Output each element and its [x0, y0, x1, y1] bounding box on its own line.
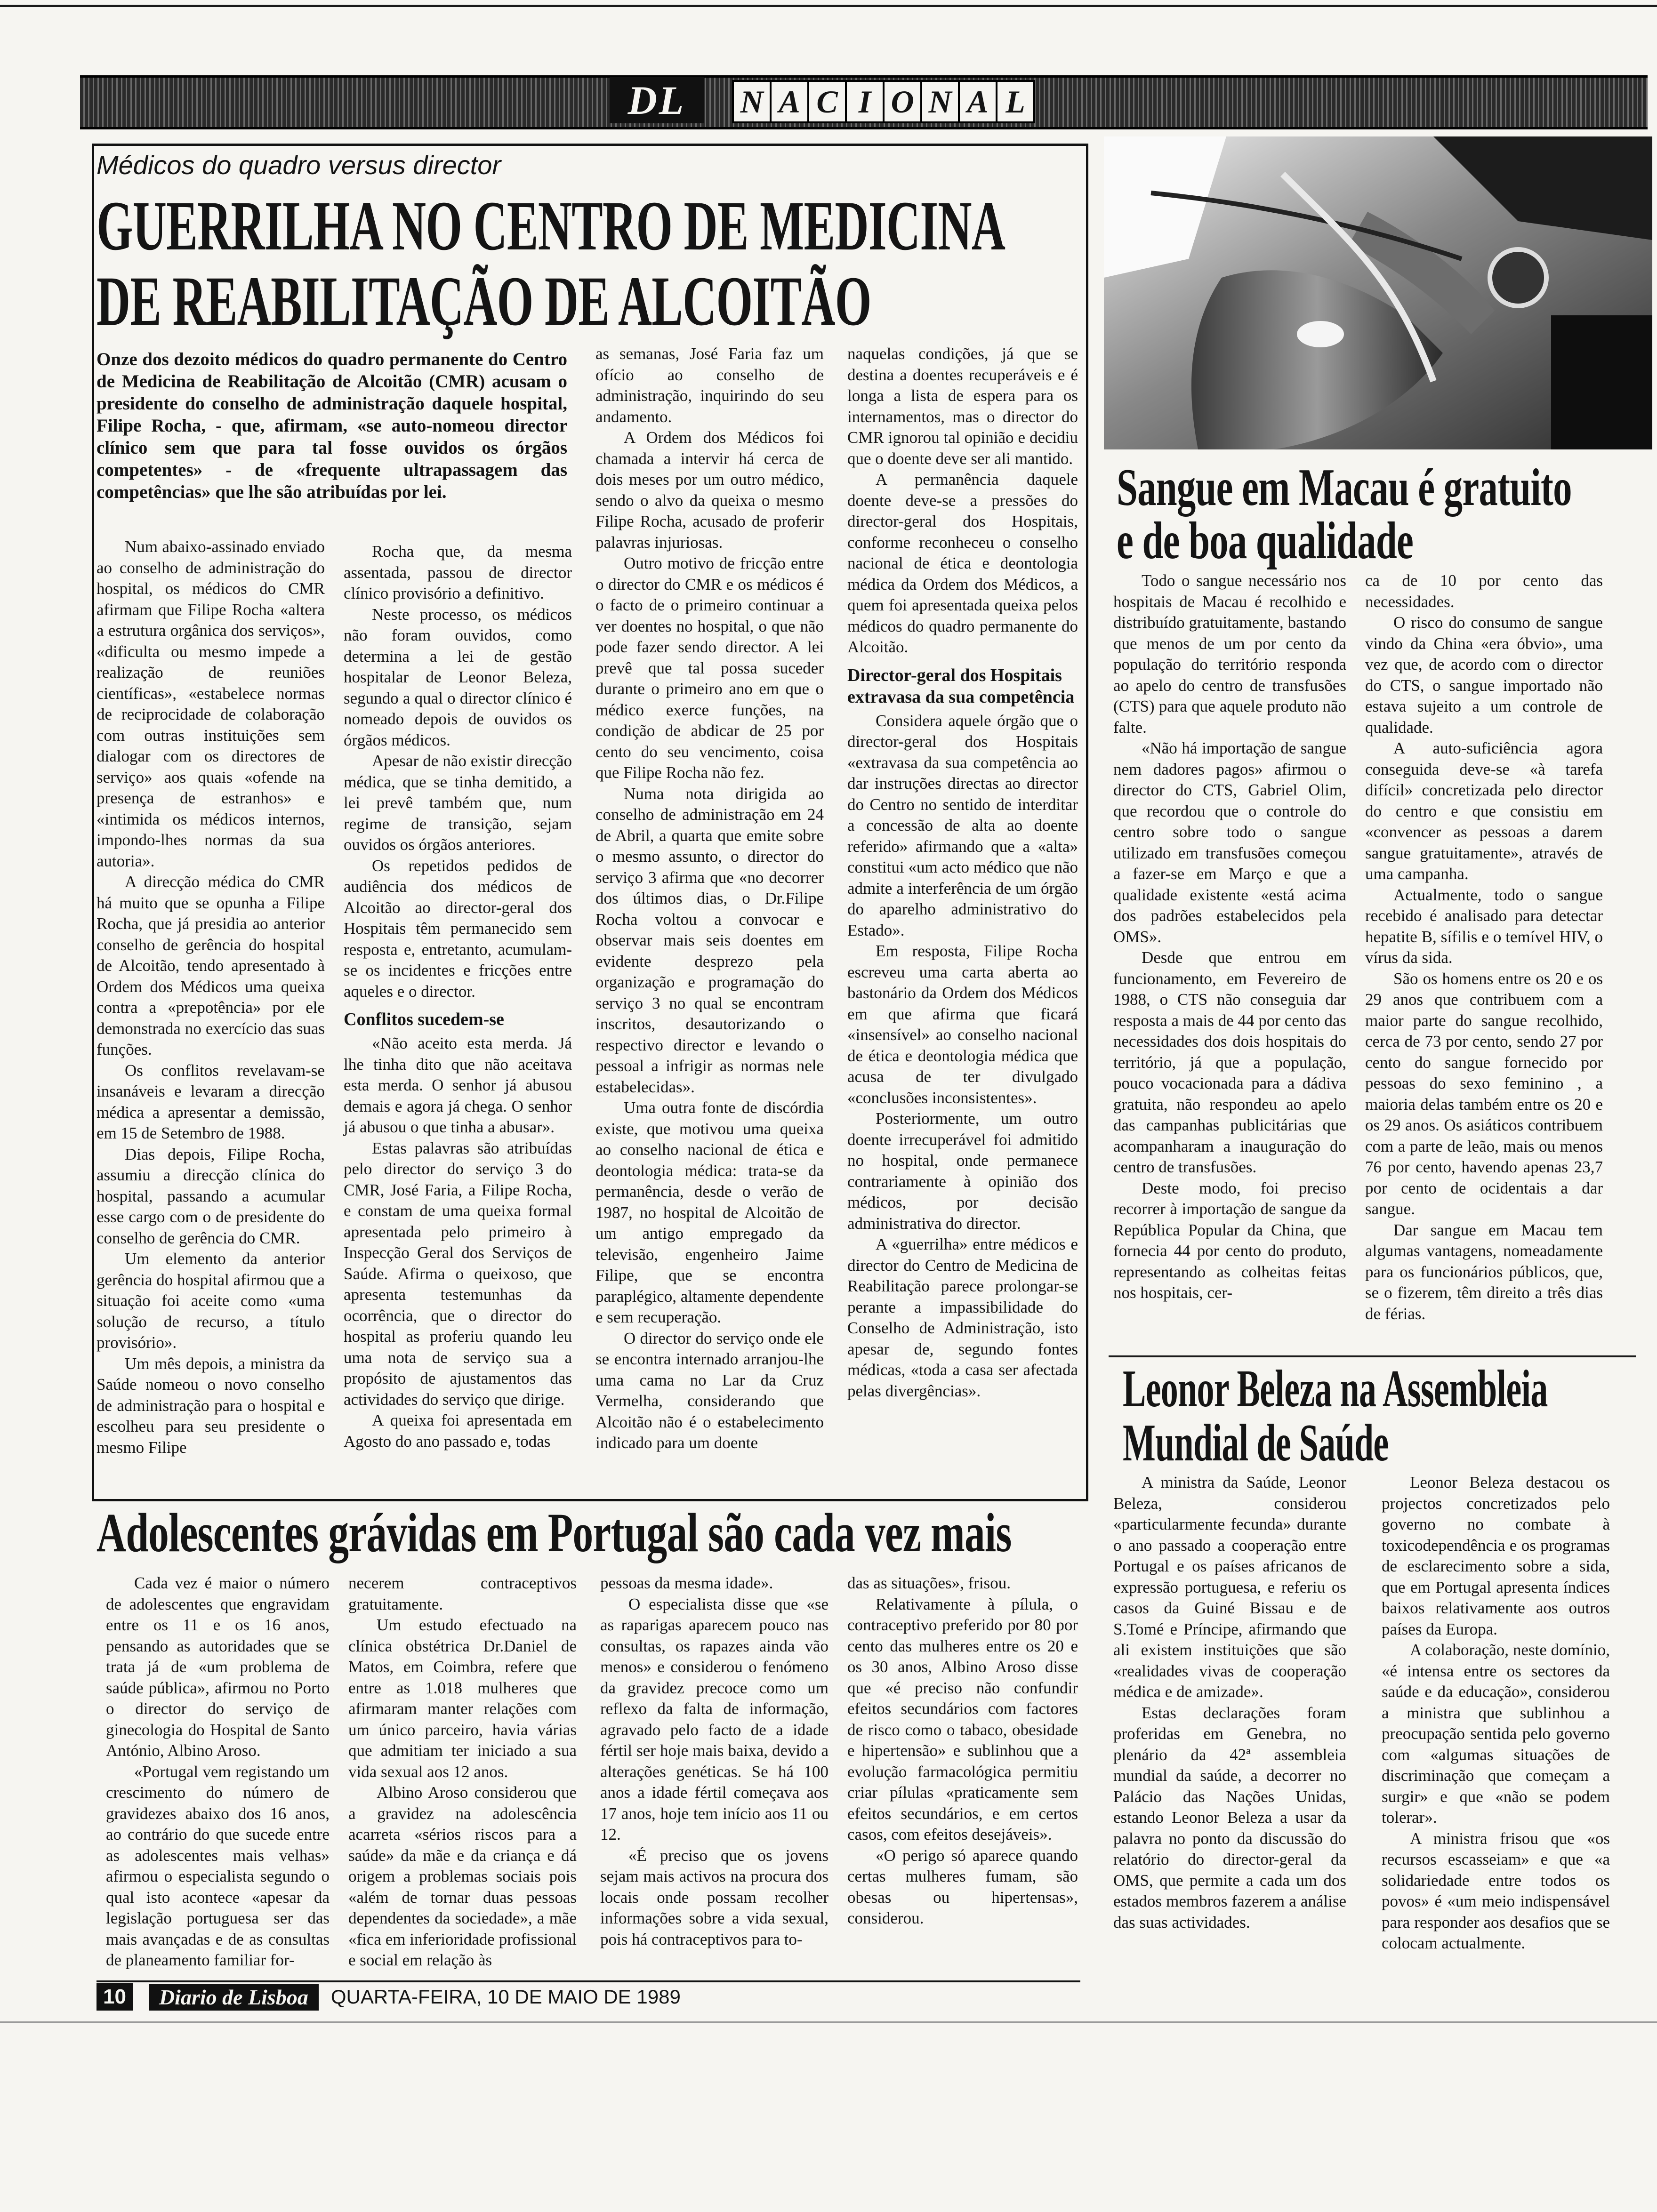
body-paragraph: pessoas da mesma idade».	[600, 1574, 773, 1592]
body-paragraph: A ministra frisou que «os recursos escasseiam» e que «a solidariedade entre todos os povos» é «um meio indispensável para responder aos desafios que se colocam actualmente.	[1382, 1829, 1610, 1952]
body-paragraph: Um estudo efectuado na clínica obstétrica Dr.Daniel de Matos, em Coimbra, refere que entre as 1.018 mulheres que afirmaram manter relações com um único parceiro, havia várias que admitiam ter iniciado a sua vida sexual aos 12 anos.	[348, 1616, 577, 1781]
body-paragraph: Albino Aroso considerou que a gravidez na adolescência acarreta «sérios riscos para a saúde» da mãe e da criança e dá origem a problemas sociais pois «além de tornar duas pessoas dependentes da sociedade», a mãe «fica em inferioridade profissional e social em relação às	[348, 1783, 577, 1969]
body-paragraph: ca de 10 por cento das necessidades.	[1365, 571, 1603, 611]
article-headline-line1: Leonor Beleza na Assembleia	[1123, 1360, 1548, 1418]
body-paragraph: A queixa foi apresentada em Agosto do ano passado e, todas	[344, 1411, 572, 1451]
body-paragraph: A direcção médica do CMR há muito que se opunha a Filipe Rocha, que já presidia ao anterior conselho de gerência do hospital de Alcoitão, tendo apresentado à Ordem dos Médicos uma queixa contra a «prepotência» por ele demonstrada no exercício das suas funções.	[97, 873, 325, 1058]
section-letter: O	[885, 82, 922, 121]
article-headline-line1: Sangue em Macau é gratuito	[1117, 458, 1572, 517]
subheading: Conflitos sucedem-se	[344, 1010, 504, 1029]
article-headline-line2: DE REABILITAÇÃO DE ALCOITÃO	[97, 262, 871, 340]
top-edge-rule	[0, 5, 1657, 7]
article3-column-2	[1382, 1472, 1610, 1954]
section-title	[732, 80, 1035, 123]
section-letter: I	[847, 82, 885, 121]
body-paragraph: Os repetidos pedidos de audiência dos médicos de Alcoitão ao director-geral dos Hospitais têm permanecido sem resposta e, entretanto, acumulam-se os incidentes e fricções entre aqueles e o director.	[344, 856, 572, 1001]
body-paragraph: «Não há importação de sangue nem dadores pagos» afirmou o director do CTS, Gabriel Olim, que recordou que o controle do centro sobre todo o sangue utilizado em transfusões começou a fazer-se em Março e que a qualidade existente «está acima dos padrões estabelecidos pela OMS».	[1113, 739, 1346, 946]
footer-bar	[97, 1980, 1080, 2012]
body-paragraph: A auto-suficiência agora conseguida deve-se «à tarefa difícil» concretizada pelo director do centro e que consistiu em «convencer as pessoas a darem sangue gratuitamente», através de uma campanha.	[1365, 739, 1603, 883]
body-paragraph: Os conflitos revelavam-se insanáveis e levaram a direcção médica a apresentar a demissão, em 15 de Setembro de 1988.	[97, 1061, 325, 1142]
photo-blood-transfusion	[1104, 136, 1652, 449]
body-paragraph: «O perigo só aparece quando certas mulheres fumam, são obesas ou hipertensas», considerou.	[847, 1846, 1078, 1927]
body-paragraph: Uma outra fonte de discórdia existe, que motivou uma queixa ao conselho nacional de ética e deontologia médica: trata-se da permanência, desde o verão de 1987, no hospital de Alcoitão de um antigo empregado da televisão, engenheiro Jaime Filipe, que se encontra paraplégico, altamente dependente e sem recuperação.	[595, 1098, 824, 1326]
article4-column-4	[847, 1573, 1078, 1929]
article2-column-1	[1113, 570, 1346, 1304]
body-paragraph: Desde que entrou em funcionamento, em Fevereiro de 1988, o CTS não conseguia dar resposta a mais de 44 por cento das necessidades dos dois hospitais do território, já que a população, pouco vocacionada para a dádiva gratuita, não respondeu ao apelo das campanhas publicitárias que acompanharam a inauguração do centro de transfusões.	[1113, 948, 1346, 1176]
body-paragraph: A Ordem dos Médicos foi chamada a intervir há cerca de dois meses por um outro médico, sendo o alvo da queixa o mesmo Filipe Rocha, acusado de proferir palavras injuriosas.	[595, 428, 824, 552]
body-paragraph: Um mês depois, a ministra da Saúde nomeou o novo conselho de administração para o hospital e escolheu para seu presidente o mesmo Filipe	[97, 1354, 325, 1457]
body-paragraph: naquelas condições, já que se destina a doentes recuperáveis e é longa a lista de espera para os internamentos, mas o director do CMR ignorou tal opinião e decidiu que o doente deve ser ali mantido.	[847, 345, 1078, 468]
body-paragraph: Estas declarações foram proferidas em Genebra, no plenário da 42ª assembleia mundial da saúde, a decorrer no Palácio das Nações Unidas, estando Leonor Beleza a usar da palavra no ponto da discussão do relatório do director-geral da OMS, que permite a cada um dos estados membros fazerem a análise das suas actividades.	[1113, 1703, 1346, 1931]
body-paragraph: Posteriormente, um outro doente irrecuperável foi admitido no hospital, onde permanece contrariamente à opinião dos médicos, por decisão administrativa do director.	[847, 1109, 1078, 1233]
body-paragraph: Estas palavras são atribuídas pelo director do serviço 3 do CMR, José Faria, a Filipe Rocha, e constam de uma queixa formal apresentada pelo primeiro à Inspecção Geral dos Serviços de Saúde. Afirma o queixoso, que apresenta testemunhas da ocorrência, que o director do hospital as proferiu quando leu uma nota de serviço sua a propósito de ajustamentos das actividades do serviço que dirige.	[344, 1138, 572, 1409]
body-paragraph: A ministra da Saúde, Leonor Beleza, considerou «particularmente fecunda» durante o ano passado a cooperação entre Portugal e os países africanos de expressão portuguesa, e referiu os casos da Guiné Bissau e de S.Tomé e Príncipe, afirmando que ali existem instituições que são «realidades vivas de cooperação médica e de amizade».	[1113, 1473, 1346, 1701]
body-paragraph: Cada vez é maior o número de adolescentes que engravidam entre os 11 e os 16 anos, pensando as autoridades que se trata já de «um problema de saúde pública», afirmou no Porto o director do serviço de ginecologia do Hospital de Santo António, Albino Aroso.	[106, 1574, 330, 1760]
article1-column-2	[344, 541, 572, 1452]
section-letter: N	[922, 82, 960, 121]
section-letter: A	[960, 82, 997, 121]
article1-column-3	[595, 344, 824, 1454]
lead-paragraph: Onze dos dezoito médicos do quadro permanente do Centro de Medicina de Reabilitação de Alcoitão (CMR) acusam o presidente do conselho de administração daquele hospital, Filipe Rocha, - que, afirmam, «se auto-nomeou director clínico sem que para tal fosse ouvidos os órgãos competentes» - de «frequente ultrapassagem das competências» que lhe são atribuídas por lei.	[97, 349, 567, 502]
body-paragraph: Considera aquele órgão que o director-geral dos Hospitais «extravasa da sua competência ao dar instruções directas ao director do Centro no sentido de interditar a concessão de alta ao doente referido» afirmando que a «alta» constitui «um acto médico que não admite a interferência de um órgão do aparelho administrativo do Estado».	[847, 711, 1078, 939]
section-letter: C	[809, 82, 847, 121]
body-paragraph: as semanas, José Faria faz um ofício ao conselho de administração, inquirindo do seu andamento.	[595, 345, 824, 426]
body-paragraph: A permanência daquele doente deve-se a pressões do director-geral dos Hospitais, conforme reconheceu o conselho nacional de ética e deontologia médica da Ordem dos Médicos, a quem foi apresentada queixa pelos médicos do quadro permanente do Alcoitão.	[847, 470, 1078, 656]
article-headline-line2: Mundial de Saúde	[1123, 1414, 1389, 1472]
section-letter: A	[772, 82, 809, 121]
article4-column-1	[106, 1573, 330, 1971]
body-paragraph: Actualmente, todo o sangue recebido é analisado para detectar hepatite B, sífilis e o temível HIV, o vírus da sida.	[1365, 885, 1603, 967]
body-paragraph: Dar sangue em Macau tem algumas vantagens, nomeadamente para os funcionários públicos, que, se o fizerem, têm direito a três dias de férias.	[1365, 1220, 1603, 1323]
body-paragraph: Em resposta, Filipe Rocha escreveu uma carta aberta ao bastonário da Ordem dos Médicos em que afirma que ficará «insensível» ao conselho nacional de ética e deontologia médica que acusa de ter divulgado «conclusões inconsistentes».	[847, 942, 1078, 1107]
subheading: Director-geral dos Hospitais extravasa da sua competência	[847, 665, 1075, 707]
section-letter: N	[734, 82, 772, 121]
article2-column-2	[1365, 570, 1603, 1324]
body-paragraph: Leonor Beleza destacou os projectos concretizados pelo governo no combate à toxicodependência e os programas de esclarecimento sobre a sida, que em Portugal apresenta índices baixos relativamente aos outros países da Europa.	[1382, 1473, 1610, 1638]
body-paragraph: Numa nota dirigida ao conselho de administração em 24 de Abril, a quarta que emite sobre o mesmo assunto, o director do serviço 3 afirma que «no decorrer dos últimos dias, o Dr.Filipe Rocha voltou a convocar e observar mais seis doentes em evidente desprezo pela organização e programação do serviço 3 no qual se encontram inscritos, desautorizando o respectivo director e levando o pessoal a infrigir as normas nele estabelecidas».	[595, 784, 824, 1096]
article-kicker: Médicos do quadro versus director	[97, 150, 501, 180]
body-paragraph: «Não aceito esta merda. Já lhe tinha dito que não aceitava esta merda. O senhor já abusou demais e agora já chega. O senhor já abusou o que tinha a abusar».	[344, 1034, 572, 1136]
issue-date: QUARTA-FEIRA, 10 DE MAIO DE 1989	[330, 1986, 681, 2008]
body-paragraph: Rocha que, da mesma assentada, passou de director clínico provisório a definitivo.	[344, 542, 572, 602]
body-paragraph: Neste processo, os médicos não foram ouvidos, como determina a lei de gestão hospitalar de Leonor Beleza, segundo a qual o director clínico é nomeado depois de ouvidos os órgãos médicos.	[344, 605, 572, 749]
article-lead	[97, 348, 567, 503]
article-divider	[1109, 1355, 1636, 1357]
body-paragraph: São os homens entre os 20 e os 29 anos que contribuem com a maior parte do sangue recolhido, cerca de 73 por cento, sendo 27 por cento do sangue fornecido por pessoas do sexo feminino , a maioria delas também entre os 20 e os 29 anos. Os asiáticos contribuem com a parte de leão, mais ou menos 76 por cento, havendo apenas 23,7 por cento de ocidentais a dar sangue.	[1365, 969, 1603, 1218]
body-paragraph: Todo o sangue necessário nos hospitais de Macau é recolhido e distribuído gratuitamente, bastando que menos de um por cento da população do território responda ao apelo do centro de transfusões (CTS) para que aquele produto não falte.	[1113, 571, 1346, 737]
article-headline: Adolescentes grávidas em Portugal são cada vez mais	[97, 1502, 1012, 1563]
body-paragraph: Outro motivo de fricção entre o director do CMR e os médicos é o facto de o primeiro continuar a ver doentes no hospital, o que não pode fazer sendo director. A lei prevê que tal possa suceder durante o primeiro ano em que o médico exerce funções, na condição de abdicar de 25 por cento do seu vencimento, coisa que Filipe Rocha não fez.	[595, 554, 824, 782]
article3-column-1	[1113, 1472, 1346, 1933]
body-paragraph: Deste modo, foi preciso recorrer à importação de sangue da República Popular da China, que fornecia 44 por cento do produto, representando as colheitas feitas nos hospitais, cer-	[1113, 1178, 1346, 1302]
body-paragraph: O especialista disse que «se as raparigas aparecem pouco nas consultas, os rapazes ainda vão menos» e considerou o fenómeno da gravidez precoce como um reflexo da falta de informação, agravado pelo facto de a idade fértil ser hoje mais baixa, devido a alterações genéticas. Se há 100 anos a idade fértil começava aos 17 anos, hoje tem início aos 11 ou 12.	[600, 1595, 828, 1843]
article1-column-1	[97, 537, 325, 1458]
section-letter: L	[1005, 83, 1025, 120]
article4-column-2	[348, 1573, 577, 1971]
paper-name: Diario de Lisboa	[149, 1984, 319, 2011]
article1-column-4	[847, 344, 1078, 1402]
body-paragraph: Relativamente à pílula, o contraceptivo preferido por 80 por cento das mulheres entre os 20 e os 30 anos, Albino Aroso disse que «é preciso não confundir efeitos secundários com factores de risco como o tabaco, obesidade e hipertensão» e sublinhou que a evolução farmacológica permitiu criar pílulas «praticamente sem efeitos secundários, e em certos casos, com efeitos desejáveis».	[847, 1595, 1078, 1843]
article-headline-line2: e de boa qualidade	[1117, 512, 1414, 570]
body-paragraph: «É preciso que os jovens sejam mais activos na procura dos locais onde possam recolher informações sobre a vida sexual, pois há contraceptivos para to-	[600, 1846, 828, 1948]
bottom-edge-rule	[0, 2021, 1657, 2023]
page-number: 10	[97, 1983, 133, 2011]
photo-image	[1104, 136, 1652, 449]
body-paragraph: A «guerrilha» entre médicos e director do Centro de Medicina de Reabilitação parece prolongar-se perante a impassibilidade do Conselho de Administração, isto apesar de, segundo fontes médicas, «toda a casa ser afectada pelas divergências».	[847, 1235, 1078, 1400]
logo-text: DL	[627, 77, 686, 123]
body-paragraph: O director do serviço onde ele se encontra internado arranjou-lhe uma cama no Lar da Cruz Vermelha, considerando que Alcoitão não é o estabelecimento indicado para um doente	[595, 1329, 824, 1452]
body-paragraph: Dias depois, Filipe Rocha, assumiu a direcção clínica do hospital, passando a acumular esse cargo com o de presidente do conselho de gerência do CMR.	[97, 1145, 325, 1247]
article4-column-3	[600, 1573, 828, 1950]
body-paragraph: Apesar de não existir direcção médica, que se tinha demitido, a lei prevê também que, num regime de transição, sejam ouvidos os órgãos anteriores.	[344, 752, 572, 854]
body-paragraph: das as situações», frisou.	[847, 1574, 1011, 1592]
body-paragraph: necerem contraceptivos gratuitamente.	[348, 1574, 577, 1613]
body-paragraph: A colaboração, neste domínio, «é intensa entre os sectores da saúde e da educação», considerou a ministra que sublinhou a preocupação sentida pelo governo com «algumas situações de discriminação que começam a surgir» e que «não se podem tolerar».	[1382, 1641, 1610, 1827]
body-paragraph: Um elemento da anterior gerência do hospital afirmou que a situação foi aceite como «uma solução de recurso, a título provisório».	[97, 1250, 325, 1352]
body-paragraph: Num abaixo-assinado enviado ao conselho de administração do hospital, os médicos do CMR afirmam que Filipe Rocha «altera a estrutura orgânica dos serviços», «dificulta ou mesmo impede a realização de reuniões científicas», «estabelece normas de reciprocidade de colaboração com outras instituições sem dialogar com os directores de serviço» aos quais «ofende na presença de estranhos» e «intimida os médicos internos, impondo-lhes normas da sua autoria».	[97, 537, 325, 870]
body-paragraph: O risco do consumo de sangue vindo da China «era óbvio», uma vez que, de acordo com o director do CTS, o sangue importado não estava sujeito a um controle de qualidade.	[1365, 613, 1603, 737]
article-headline-line1: GUERRILHA NO CENTRO DE MEDICINA	[97, 187, 1005, 265]
body-paragraph: «Portugal vem registando um crescimento do número de gravidezes abaixo dos 16 anos, ao contrário do que sucede entre as adolescentes mais velhas» afirmou o especialista segundo o qual isto acontece «apesar da legislação portuguesa ser das mais avançadas e de as consultas de planeamento familiar for-	[106, 1762, 330, 1969]
logo-box	[610, 77, 704, 123]
